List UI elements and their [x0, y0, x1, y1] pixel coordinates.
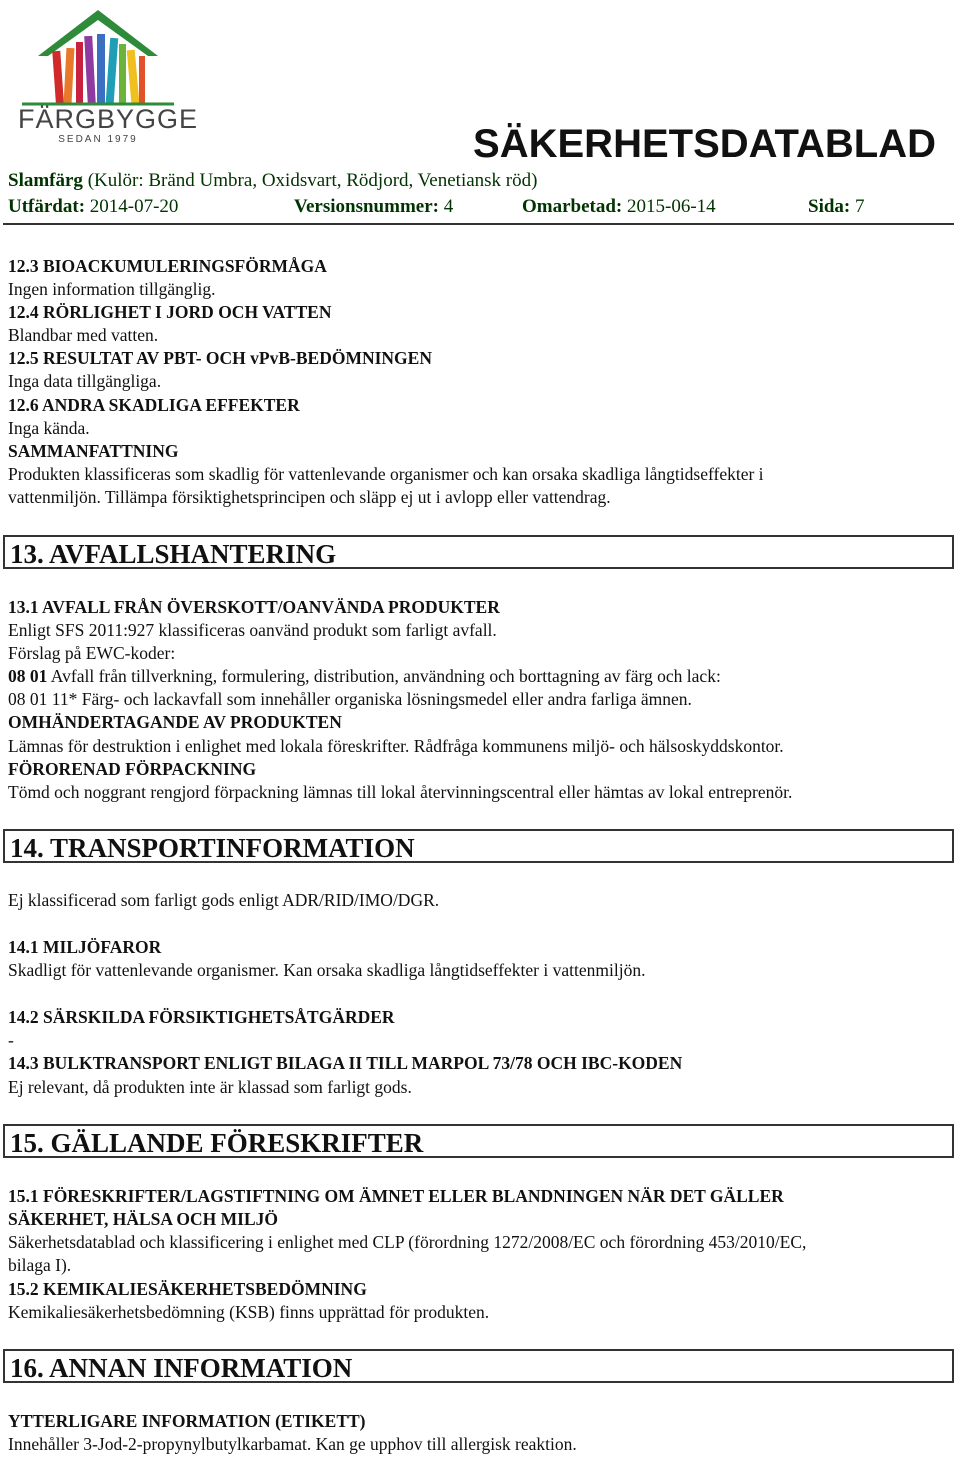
product-label: Slamfärg [8, 170, 83, 191]
ewc-code-1-text: Avfall från tillverkning, formulering, distribution, användning och borttagning av färg och lack: [47, 666, 721, 686]
heading-16-1: YTTERLIGARE INFORMATION (ETIKETT) [8, 1411, 366, 1431]
section-15-title: 15. GÄLLANDE FÖRESKRIFTER [10, 1128, 424, 1158]
section-13-title: 13. AVFALLSHANTERING [10, 539, 337, 569]
revised-label: Omarbetad: [522, 196, 623, 217]
logo-name: FÄRGBYGGE [18, 104, 199, 134]
section-15-header [3, 1124, 954, 1158]
revised-date: 2015-06-14 [627, 196, 716, 217]
heading-13-1: 13.1 AVFALL FRÅN ÖVERSKOTT/OANVÄNDA PRODUKTER [8, 597, 500, 617]
logo-subtitle: SEDAN 1979 [58, 134, 138, 145]
text-summary-1: Produkten klassificeras som skadlig för vattenlevande organismer och kan orsaka skadliga långtidseffekter i [8, 464, 764, 484]
text-ewc-intro: Förslag på EWC-koder: [8, 643, 176, 663]
text-12-3: Ingen information tillgänglig. [8, 279, 216, 299]
revised-field [522, 196, 716, 218]
page-number: 7 [855, 196, 865, 217]
heading-disposal: OMHÄNDERTAGANDE AV PRODUKTEN [8, 712, 342, 732]
text-disposal: Lämnas för destruktion i enlighet med lokala föreskrifter. Rådfråga kommunens miljö- och hälsoskyddskontor. [8, 736, 784, 756]
version-number: 4 [443, 196, 454, 217]
heading-14-3: 14.3 BULKTRANSPORT ENLIGT BILAGA II TILL MARPOL 73/78 OCH IBC-KODEN [8, 1053, 683, 1073]
section-14-header [3, 829, 954, 863]
section-16-title: 16. ANNAN INFORMATION [10, 1353, 353, 1383]
product-line [8, 170, 537, 192]
company-logo [8, 6, 199, 146]
heading-summary: SAMMANFATTNING [8, 441, 179, 461]
heading-12-3: 12.3 BIOACKUMULERINGSFÖRMÅGA [8, 256, 327, 276]
text-15-1-line1: Säkerhetsdatablad och klassificering i enlighet med CLP (förordning 1272/2008/EC och förordning 453/2010/EC, [8, 1232, 807, 1252]
text-15-1-line2: bilaga I). [8, 1255, 72, 1275]
text-14-1: Skadligt för vattenlevande organismer. Kan orsaka skadliga långtidseffekter i vattenmiljön. [8, 960, 646, 980]
heading-14-2: 14.2 SÄRSKILDA FÖRSIKTIGHETSÅTGÄRDER [8, 1007, 395, 1027]
text-14-intro: Ej klassificerad som farligt gods enligt ADR/RID/IMO/DGR. [8, 890, 440, 910]
text-12-6: Inga kända. [8, 418, 90, 438]
heading-15-2: 15.2 KEMIKALIESÄKERHETSBEDÖMNING [8, 1279, 367, 1299]
product-name: (Kulör: Bränd Umbra, Oxidsvart, Rödjord, Venetiansk röd) [87, 170, 538, 191]
heading-12-6: 12.6 ANDRA SKADLIGA EFFEKTER [8, 395, 300, 415]
text-12-5: Inga data tillgängliga. [8, 371, 162, 391]
version-label: Versionsnummer: [294, 196, 439, 217]
heading-15-1-line2: SÄKERHET, HÄLSA OCH MILJÖ [8, 1209, 279, 1229]
ewc-code-1-number: 08 01 [8, 666, 48, 686]
page-field [808, 196, 865, 218]
version-field [294, 196, 453, 218]
issued-date: 2014-07-20 [89, 196, 179, 217]
heading-packaging: FÖRORENAD FÖRPACKNING [8, 759, 257, 779]
text-14-2: - [8, 1030, 14, 1050]
section-16-header [3, 1349, 954, 1383]
text-packaging: Tömd och noggrant rengjord förpackning lämnas till lokal återvinningscentral eller hämtas av lokal entreprenör. [8, 782, 793, 802]
section-14-title: 14. TRANSPORTINFORMATION [10, 833, 415, 863]
text-13-1: Enligt SFS 2011:927 klassificeras oanvänd produkt som farligt avfall. [8, 620, 497, 640]
heading-15-1-line1: 15.1 FÖRESKRIFTER/LAGSTIFTNING OM ÄMNET ELLER BLANDNINGEN NÄR DET GÄLLER [8, 1186, 784, 1206]
ewc-code-1 [8, 665, 721, 688]
page-label: Sida: [808, 196, 851, 217]
text-summary-2: vattenmiljön. Tillämpa försiktighetsprincipen och släpp ej ut i avlopp eller vattendrag. [8, 487, 611, 507]
heading-12-4: 12.4 RÖRLIGHET I JORD OCH VATTEN [8, 302, 332, 322]
text-15-2: Kemikaliesäkerhetsbedömning (KSB) finns upprättad för produkten. [8, 1302, 490, 1322]
heading-14-1: 14.1 MILJÖFAROR [8, 937, 162, 957]
heading-12-5: 12.5 RESULTAT AV PBT- OCH vPvB-BEDÖMNINGEN [8, 348, 432, 368]
text-14-3: Ej relevant, då produkten inte är klassad som farligt gods. [8, 1077, 412, 1097]
header-rule [3, 223, 954, 225]
document-title: SÄKERHETSDATABLAD [473, 122, 936, 166]
section-13-header [3, 535, 954, 569]
issued-label: Utfärdat: [8, 196, 86, 217]
text-12-4: Blandbar med vatten. [8, 325, 159, 345]
text-16-1: Innehåller 3-Jod-2-propynylbutylkarbamat. Kan ge upphov till allergisk reaktion. [8, 1434, 577, 1454]
issued-field [8, 196, 178, 218]
ewc-code-2: 08 01 11* Färg- och lackavfall som innehåller organiska lösningsmedel eller andra farliga ämnen. [8, 689, 692, 709]
